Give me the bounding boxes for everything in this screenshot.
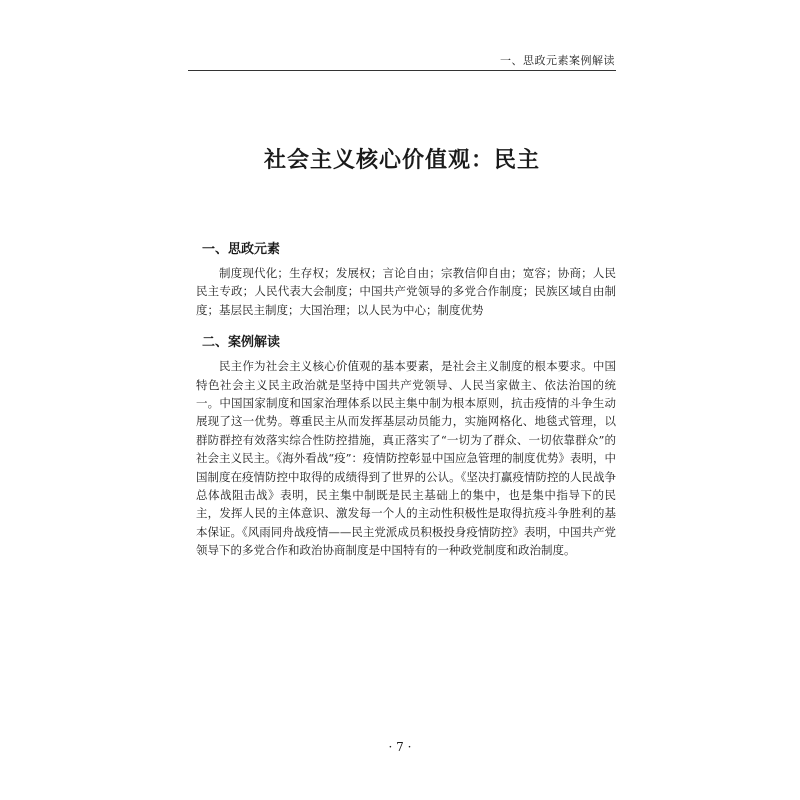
- page-content: [196, 238, 616, 560]
- section-heading: 二、案例解读: [202, 335, 281, 351]
- section-paragraph: 民主作为社会主义核心价值观的基本要素，是社会主义制度的根本要求。中国特色社会主义民主政治就是坚持中国共产党领导、人民当家做主、依法治国的统一。中国国家制度和国家治理体系以民主集中制为根本原则，抗击疫情的斗争生动展现了这一优势。尊重民主从而发挥基层动员能力，实施网格化、地毯式管理，以群防群控有效落实综合性防控措施，真正落实了“一切为了群众、一切依靠群众”的社会主义民主。《海外看战“疫”：疫情防控彰显中国应急管理的制度优势》表明，中国制度在疫情防控中取得的成绩得到了世界的公认。《坚决打赢疫情防控的人民战争总体战阻击战》表明，民主集中制既是民主基础上的集中，也是集中指导下的民主，发挥人民的主体意识、激发每一个人的主动性积极性是取得抗疫斗争胜利的基本保证。《风雨同舟战疫情——民主党派成员积极投身疫情防控》表明，中国共产党领导下的多党合作和政治协商制度是中国特有的一种政党制度和政治制度。: [196, 359, 617, 558]
- page-number: · 7 ·: [388, 740, 412, 754]
- section-case-analysis: [196, 331, 616, 559]
- section-ideological-elements: [196, 238, 616, 319]
- section-paragraph: 制度现代化；生存权；发展权；言论自由；宗教信仰自由；宽容；协商；人民民主专政；人民代表大会制度；中国共产党领导的多党合作制度；民族区域自由制度；基层民主制度；大国治理；以人民为中心；制度优势: [196, 266, 616, 317]
- page-title: 社会主义核心价值观：民主: [263, 148, 540, 173]
- running-header: 一、思政元素案例解读: [500, 54, 615, 67]
- header-rule: [188, 70, 616, 71]
- section-heading: 一、思政元素: [202, 242, 281, 257]
